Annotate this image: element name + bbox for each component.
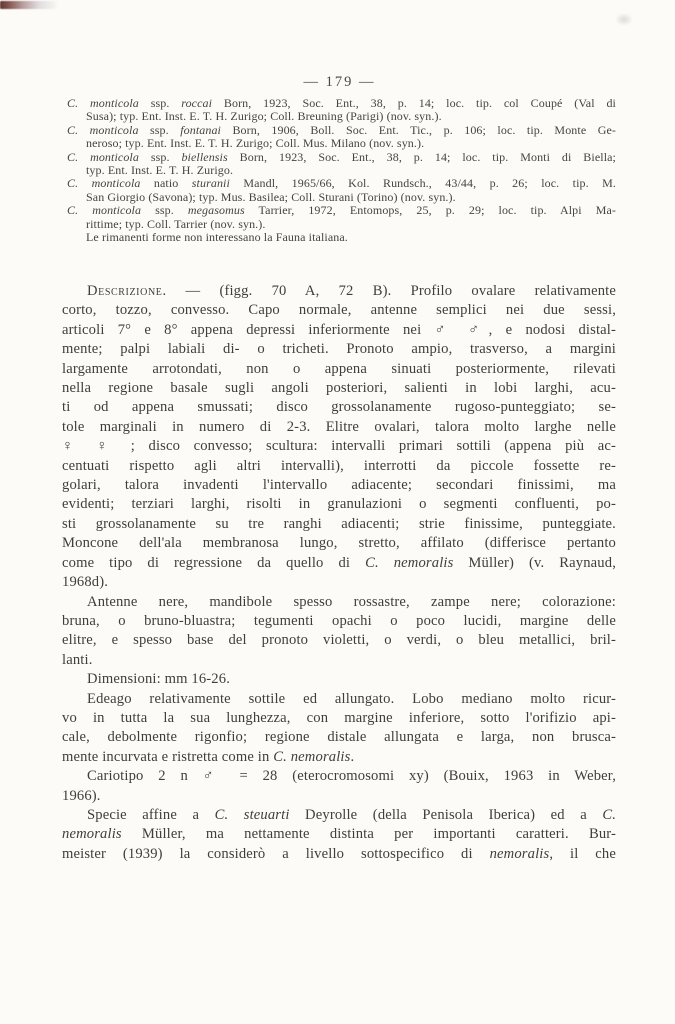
italic-run: C. monticola bbox=[67, 176, 141, 191]
text-line bbox=[67, 124, 616, 137]
text-run: Müller) (v. Raynaud, bbox=[453, 554, 616, 571]
text-line bbox=[62, 787, 616, 806]
text-run: Müller, ma nettamente distinta per importanti caratteri. Bur- bbox=[121, 826, 616, 843]
text-line bbox=[86, 231, 616, 244]
text-line bbox=[62, 515, 616, 534]
text-run: ♀ ♀ ; disco convesso; scultura: intervalli primari sottili (appena più ac- bbox=[62, 438, 616, 455]
text-line bbox=[62, 340, 616, 359]
text-line bbox=[62, 612, 616, 631]
text-line bbox=[62, 282, 616, 301]
italic-run: fontanai bbox=[180, 122, 221, 137]
italic-run: C. monticola bbox=[67, 203, 142, 218]
text-line bbox=[67, 110, 616, 123]
italic-run: C. nemoralis bbox=[273, 748, 351, 765]
text-line bbox=[67, 137, 616, 150]
italic-run: nemoralis bbox=[489, 845, 550, 862]
text-run: , il che bbox=[549, 845, 616, 862]
text-run: centuati rispetto agli altri intervalli), interrotti da piccole fossette re- bbox=[62, 457, 616, 474]
text-run: lanti. bbox=[62, 651, 93, 668]
text-run: ssp. bbox=[138, 122, 181, 137]
text-run: tole marginali in numero di 2-3. Elitre ovalari, talora molto larghe nelle bbox=[62, 418, 616, 435]
text-line bbox=[62, 845, 616, 864]
text-line bbox=[62, 534, 616, 553]
text-run: Dimensioni: mm 16-26. bbox=[87, 671, 231, 688]
text-run: mente; palpi labiali di- o tricheti. Pronoto ampio, trasverso, a margini bbox=[62, 341, 616, 358]
text-line bbox=[62, 748, 616, 767]
italic-run: roccai bbox=[181, 96, 213, 110]
text-run: Specie affine a bbox=[87, 806, 215, 823]
faint-scan-mark-top-right bbox=[615, 13, 633, 26]
text-line bbox=[62, 437, 616, 456]
italic-run: sturanii bbox=[191, 176, 230, 191]
text-line bbox=[67, 218, 616, 231]
text-run: San Giorgio (Savona); typ. Mus. Basilea; Coll. Sturani (Torino) (nov. syn.). bbox=[86, 189, 456, 204]
italic-run: C. steuarti bbox=[214, 806, 290, 823]
italic-run: biellensis bbox=[181, 149, 228, 164]
synonymy-entry bbox=[67, 151, 616, 178]
synonymy-entry bbox=[67, 204, 616, 231]
italic-run: C. monticola bbox=[67, 96, 139, 110]
text-run: vo in tutta la sua lunghezza, con margine inferiore, sotto l'orifizio api- bbox=[62, 709, 616, 726]
text-line bbox=[62, 418, 616, 437]
text-run: golari, talora invadenti l'intervallo adiacente; secondari finissimi, ma bbox=[62, 477, 616, 494]
italic-run: C. bbox=[602, 806, 616, 823]
text-run: ssp. bbox=[138, 149, 182, 164]
text-line bbox=[62, 554, 616, 573]
text-line bbox=[62, 301, 616, 320]
text-line bbox=[67, 151, 616, 164]
italic-run: C. monticola bbox=[67, 122, 139, 137]
text-run: articoli 7° e 8° appena depressi inferiormente nei ♂ ♂, e nodosi distal- bbox=[62, 321, 616, 338]
paragraph-colorazione bbox=[62, 593, 616, 671]
text-line bbox=[62, 321, 616, 340]
text-line bbox=[62, 476, 616, 495]
text-run: 1966). bbox=[62, 787, 101, 804]
paragraph-cariotipo bbox=[62, 767, 616, 806]
synonymy-list bbox=[67, 97, 616, 244]
text-run: elitre, e spesso base del pronoto violetti, o verdi, o bleu metallici, bril- bbox=[62, 632, 616, 649]
text-line bbox=[62, 573, 616, 592]
text-line bbox=[62, 690, 616, 709]
text-run: corto, tozzo, convesso. Capo normale, antenne semplici nei due sessi, bbox=[62, 302, 616, 319]
text-line bbox=[62, 379, 616, 398]
text-run: Antenne nere, mandibole spesso rossastre, zampe nere; colorazione: bbox=[87, 593, 616, 610]
paragraph-descrizione bbox=[62, 282, 616, 593]
text-line bbox=[67, 164, 616, 177]
small-caps-run: Descrizione bbox=[87, 283, 163, 299]
text-run: ssp. bbox=[141, 203, 188, 218]
text-run: rittime; typ. Coll. Tarrier (nov. syn.). bbox=[86, 216, 266, 231]
text-run: Born, 1923, Soc. Ent., 38, p. 14; loc. tip. col Coupé (Val di bbox=[212, 96, 616, 110]
text-line bbox=[62, 495, 616, 514]
text-run: Susa); typ. Ent. Inst. E. T. H. Zurigo; Coll. Breuning (Parigi) (nov. syn.). bbox=[86, 109, 442, 124]
text-run: nella regione basale sugli angoli posteriori, salienti in lobi larghi, acu- bbox=[62, 380, 616, 397]
text-run: mente incurvata e ristretta come in bbox=[62, 748, 274, 765]
text-run: . — (figg. 70 A, 72 B). Profilo ovalare relativamente bbox=[162, 283, 616, 299]
text-line bbox=[62, 398, 616, 417]
text-line bbox=[62, 709, 616, 728]
paragraph-dimensioni bbox=[62, 670, 616, 689]
text-line bbox=[62, 360, 616, 379]
italic-run: megasomus bbox=[187, 203, 245, 218]
italic-run: nemoralis bbox=[62, 826, 122, 843]
text-line bbox=[62, 767, 616, 786]
text-run: Tarrier, 1972, Entomops, 25, p. 29; loc. tip. Alpi Ma- bbox=[244, 203, 617, 218]
text-run: Le rimanenti forme non interessano la Fauna italiana. bbox=[86, 230, 348, 245]
text-line bbox=[67, 204, 616, 217]
synonymy-entry bbox=[67, 124, 616, 151]
page-number: — 179 — bbox=[303, 74, 376, 90]
scan-smudge-top-left bbox=[0, 1, 62, 9]
text-run: typ. Ent. Inst. E. T. H. Zurigo. bbox=[86, 163, 234, 178]
text-line bbox=[62, 728, 616, 747]
text-line bbox=[62, 670, 616, 689]
text-run: evidenti; terziari larghi, risolti in granulazioni o segmenti confluenti, po- bbox=[62, 496, 616, 513]
text-line bbox=[62, 631, 616, 650]
synonymy-entry bbox=[67, 177, 616, 204]
text-run: ti od appena smussati; disco grossolanamente rugoso-punteggiato; se- bbox=[62, 399, 616, 416]
text-run: bruna, o bruno-bluastra; tegumenti opachi o poco lucidi, margine delle bbox=[62, 612, 616, 629]
text-line bbox=[67, 191, 616, 204]
text-run: sti grossolanamente su tre ranghi adiacenti; strie finissime, punteggiate. bbox=[62, 515, 616, 532]
text-run: Deyrolle (della Penisola Iberica) ed a bbox=[289, 806, 603, 823]
text-run: ssp. bbox=[138, 96, 182, 110]
text-run: Mandl, 1965/66, Kol. Rundsch., 43/44, p. 26; loc. tip. M. bbox=[229, 176, 616, 191]
text-run: . bbox=[350, 748, 355, 765]
text-run: Moncone dell'ala membranosa lungo, stretto, affilato (differisce pertanto bbox=[62, 535, 616, 552]
text-line bbox=[62, 593, 616, 612]
text-line bbox=[62, 825, 616, 844]
text-line bbox=[62, 806, 616, 825]
text-run: cale, debolmente rigonfio; regione distale allungata e larga, non brusca- bbox=[62, 729, 616, 746]
text-line bbox=[62, 651, 616, 670]
text-run: largamente arrotondati, non o appena sinuati posteriormente, rilevati bbox=[62, 360, 616, 377]
paragraph-edeago bbox=[62, 690, 616, 768]
text-run: Cariotipo 2 n ♂ = 28 (eterocromosomi xy) (Bouix, 1963 in Weber, bbox=[87, 768, 616, 785]
synonymy-entry bbox=[67, 97, 616, 124]
text-run: Born, 1923, Soc. Ent., 38, p. 14; loc. tip. Monti di Biella; bbox=[227, 149, 616, 164]
text-line bbox=[67, 177, 616, 190]
synonymy-note bbox=[67, 231, 616, 244]
text-run: meister (1939) la considerò a livello sottospecifico di bbox=[62, 845, 490, 862]
text-run: Edeago relativamente sottile ed allungato. Lobo mediano molto ricur- bbox=[87, 690, 616, 707]
italic-run: C. nemoralis bbox=[365, 554, 454, 571]
text-run: 1968d). bbox=[62, 574, 109, 591]
text-line bbox=[62, 457, 616, 476]
italic-run: C. monticola bbox=[67, 149, 139, 164]
text-line bbox=[67, 97, 616, 110]
description-text bbox=[62, 282, 616, 864]
text-run: Born, 1906, Boll. Soc. Ent. Tic., p. 106; loc. tip. Monte Ge- bbox=[221, 122, 616, 137]
text-run: natio bbox=[140, 176, 192, 191]
paragraph-specie-affine bbox=[62, 806, 616, 864]
text-run: come tipo di regressione da quello di bbox=[62, 554, 366, 571]
text-run: neroso; typ. Ent. Inst. E. T. H. Zurigo; Coll. Mus. Milano (nov. syn.). bbox=[86, 136, 425, 151]
